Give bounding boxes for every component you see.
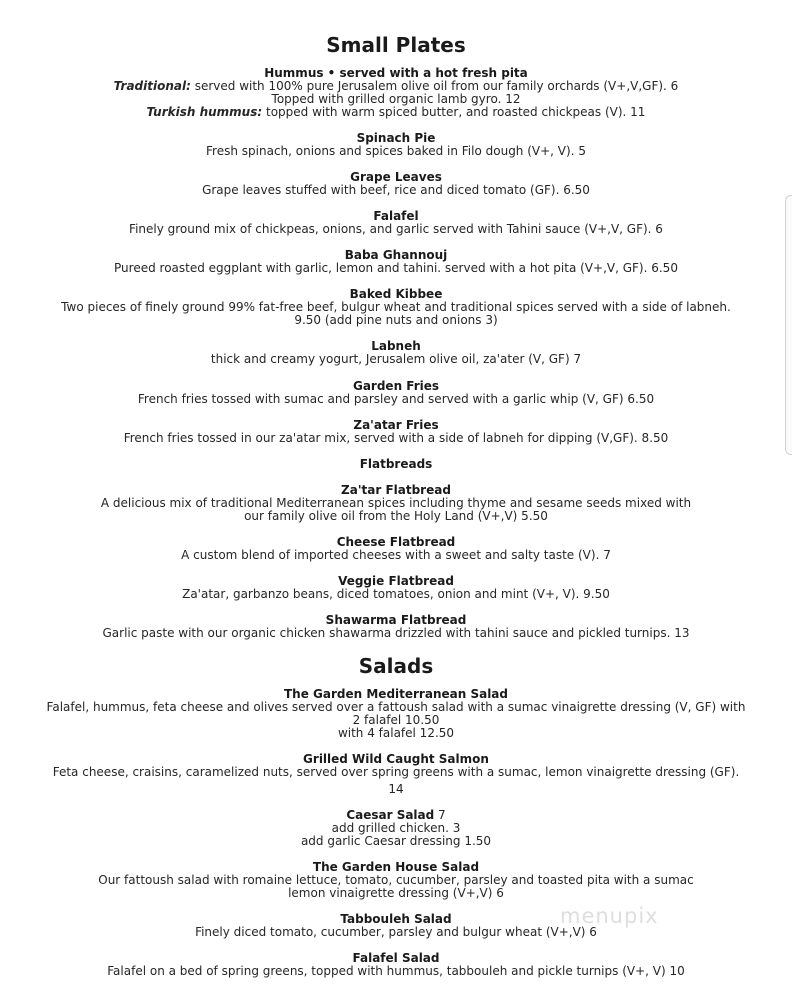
garden-med-salad-desc-1: Falafel, hummus, feta cheese and olives served over a fattoush salad with a sumac vinaigrette dressing (V, GF) with: [46, 700, 746, 714]
zaatar-fries-name: Za'atar Fries: [353, 418, 439, 432]
zaatar-fries-desc: French fries tossed in our za'atar mix, served with a side of labneh for dipping (V,GF). 8.50: [123, 431, 669, 445]
traditional-text: served with 100% pure Jerusalem olive oil from our family orchards (V+,V,GF). 6: [190, 79, 679, 93]
garden-fries-name: Garden Fries: [352, 379, 440, 393]
grape-leaves-desc: Grape leaves stuffed with beef, rice and diced tomato (GF). 6.50: [202, 183, 590, 197]
menupix-watermark: menupix: [560, 904, 659, 928]
shawarma-flatbread-name: Shawarma Flatbread: [325, 613, 467, 627]
hummus-turkish-line: [20, 106, 772, 119]
falafel-salad-desc: Falafel on a bed of spring greens, topped with hummus, tabbouleh and pickle turnips (V+, V) 10: [107, 964, 685, 978]
garden-house-salad-desc-2: lemon vinaigrette dressing (V+,V) 6: [288, 886, 504, 900]
turkish-text: topped with warm spiced butter, and roasted chickpeas (V). 11: [262, 105, 646, 119]
labneh-desc: thick and creamy yogurt, Jerusalem olive oil, za'ater (V, GF) 7: [210, 352, 582, 366]
hummus-heading: Hummus • served with a hot fresh pita: [264, 66, 528, 80]
falafel-name: Falafel: [373, 209, 419, 223]
salads-title: Salads: [358, 654, 434, 678]
zatar-flatbread-name: Za'tar Flatbread: [341, 483, 451, 497]
hummus-lamb-line: Topped with grilled organic lamb gyro. 12: [271, 92, 521, 106]
spinach-pie-desc: Fresh spinach, onions and spices baked in Filo dough (V+, V). 5: [206, 144, 586, 158]
tabbouleh-salad-name: Tabbouleh Salad: [340, 912, 452, 926]
caesar-salad-price: 7: [434, 808, 446, 822]
baked-kibbee-name: Baked Kibbee: [349, 287, 443, 301]
spinach-pie-name: Spinach Pie: [356, 131, 436, 145]
salmon-desc-2: 14: [388, 782, 404, 796]
caesar-salad-desc-1: add grilled chicken. 3: [331, 821, 461, 835]
scrollbar-handle[interactable]: [785, 195, 792, 455]
traditional-label: Traditional:: [113, 79, 191, 93]
turkish-label: Turkish hummus:: [146, 105, 263, 119]
cheese-flatbread-name: Cheese Flatbread: [336, 535, 456, 549]
garden-house-salad-name: The Garden House Salad: [312, 860, 480, 874]
cheese-flatbread-desc: A custom blend of imported cheeses with a sweet and salty taste (V). 7: [181, 548, 611, 562]
baked-kibbee-desc-2: 9.50 (add pine nuts and onions 3): [294, 313, 498, 327]
salmon-name: Grilled Wild Caught Salmon: [303, 752, 489, 766]
baba-ghannouj-desc: Pureed roasted eggplant with garlic, lemon and tahini. served with a hot pita (V+,V, GF). 6.50: [114, 261, 678, 275]
flatbreads-heading: Flatbreads: [359, 457, 433, 471]
labneh-name: Labneh: [371, 339, 421, 353]
shawarma-flatbread-desc: Garlic paste with our organic chicken shawarma drizzled with tahini sauce and pickled turnips. 13: [102, 626, 690, 640]
garden-med-salad-name: The Garden Mediterranean Salad: [284, 687, 508, 701]
falafel-salad-name: Falafel Salad: [352, 951, 440, 965]
salmon-desc-1: Feta cheese, craisins, caramelized nuts, served over spring greens with a sumac, lemon vinaigrette dressing (GF).: [52, 765, 740, 779]
baked-kibbee-desc-1: Two pieces of finely ground 99% fat-free beef, bulgur wheat and traditional spices served with a side of labneh.: [61, 300, 731, 314]
grape-leaves-name: Grape Leaves: [350, 170, 442, 184]
zatar-flatbread-desc-1: A delicious mix of traditional Mediterranean spices including thyme and sesame seeds mixed with: [100, 496, 692, 510]
small-plates-title: Small Plates: [326, 33, 466, 57]
garden-house-salad-desc-1: Our fattoush salad with romaine lettuce, tomato, cucumber, parsley and toasted pita with a sumac: [98, 873, 694, 887]
veggie-flatbread-desc: Za'atar, garbanzo beans, diced tomatoes, onion and mint (V+, V). 9.50: [182, 587, 610, 601]
veggie-flatbread-name: Veggie Flatbread: [338, 574, 454, 588]
garden-fries-desc: French fries tossed with sumac and parsley and served with a garlic whip (V, GF) 6.50: [137, 392, 655, 406]
zatar-flatbread-desc-2: our family olive oil from the Holy Land (V+,V) 5.50: [244, 509, 548, 523]
garden-med-salad-desc-2: 2 falafel 10.50: [352, 713, 440, 727]
falafel-desc: Finely ground mix of chickpeas, onions, and garlic served with Tahini sauce (V+,V, GF). 6: [129, 222, 663, 236]
garden-med-salad-desc-3: with 4 falafel 12.50: [337, 726, 455, 740]
tabbouleh-salad-desc: Finely diced tomato, cucumber, parsley and bulgur wheat (V+,V) 6: [195, 925, 597, 939]
baba-ghannouj-name: Baba Ghannouj: [344, 248, 448, 262]
caesar-salad-name: Caesar Salad: [346, 808, 435, 822]
caesar-salad-desc-2: add garlic Caesar dressing 1.50: [300, 834, 492, 848]
